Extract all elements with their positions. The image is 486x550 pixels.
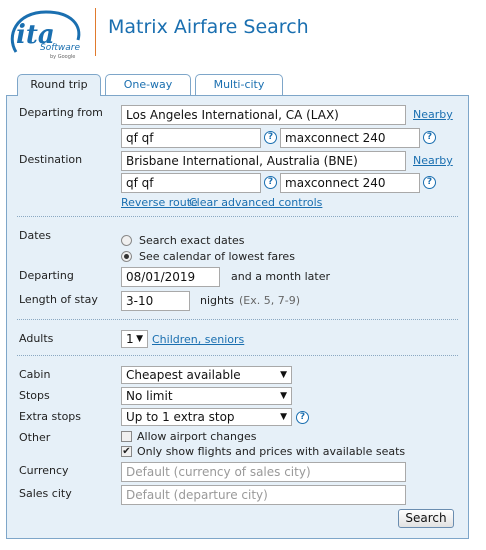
allow-airport-changes-option[interactable] — [121, 429, 256, 443]
adults-label: Adults — [19, 332, 54, 345]
help-icon[interactable]: ? — [264, 131, 277, 144]
help-icon[interactable]: ? — [423, 176, 436, 189]
section-divider — [17, 319, 458, 320]
chevron-down-icon: ▼ — [280, 370, 287, 380]
currency-input[interactable] — [121, 462, 406, 482]
header-divider — [95, 8, 96, 56]
destination-label: Destination — [19, 153, 83, 166]
departing-date-suffix: and a month later — [231, 270, 331, 283]
destination-extension-input[interactable] — [280, 173, 420, 193]
svg-text:ita: ita — [16, 20, 55, 50]
departing-nearby-link[interactable]: Nearby — [413, 108, 453, 121]
section-divider — [17, 216, 458, 217]
help-icon[interactable]: ? — [264, 176, 277, 189]
stops-label: Stops — [19, 389, 50, 402]
stay-example: (Ex. 5, 7-9) — [239, 294, 300, 307]
chevron-down-icon: ▼ — [136, 334, 143, 344]
tab-one-way[interactable]: One-way — [105, 74, 191, 95]
search-button[interactable]: Search — [398, 509, 454, 528]
chevron-down-icon: ▼ — [280, 391, 287, 401]
help-icon[interactable]: ? — [423, 131, 436, 144]
children-seniors-link[interactable]: Children, seniors — [152, 333, 245, 346]
stay-unit: nights — [200, 294, 235, 307]
departing-routing-input[interactable] — [121, 128, 261, 148]
cabin-label: Cabin — [19, 368, 51, 381]
sales-city-input[interactable] — [121, 485, 406, 505]
svg-text:by Google: by Google — [50, 54, 76, 60]
dates-exact-option[interactable] — [121, 233, 245, 247]
radio-calendar[interactable] — [121, 251, 132, 262]
dates-calendar-option[interactable] — [121, 249, 295, 263]
calendar-label: See calendar of lowest fares — [139, 249, 295, 263]
chevron-down-icon: ▼ — [280, 412, 287, 422]
tab-round-trip[interactable]: Round trip — [17, 74, 101, 96]
exact-dates-label: Search exact dates — [139, 233, 245, 247]
reverse-route-link[interactable]: Reverse route — [121, 196, 198, 209]
only-available-option[interactable] — [121, 444, 405, 458]
ita-software-logo — [6, 6, 86, 62]
length-of-stay-label: Length of stay — [19, 293, 98, 306]
clear-advanced-controls-link[interactable]: Clear advanced controls — [189, 196, 323, 209]
destination-nearby-link[interactable]: Nearby — [413, 154, 453, 167]
section-divider — [17, 355, 458, 356]
other-label: Other — [19, 431, 51, 444]
length-of-stay-input[interactable] — [121, 291, 190, 311]
extra-stops-select[interactable]: Up to 1 extra stop ▼ — [121, 408, 292, 426]
tab-multi-city[interactable]: Multi-city — [195, 74, 283, 95]
only-available-checkbox[interactable]: ✔ — [122, 445, 131, 457]
allow-airport-changes-checkbox[interactable] — [121, 431, 132, 442]
destination-airport-input[interactable] — [121, 151, 406, 171]
extra-stops-label: Extra stops — [19, 410, 82, 423]
stops-select[interactable]: No limit ▼ — [121, 387, 292, 405]
radio-exact-dates[interactable] — [121, 235, 132, 246]
allow-airport-changes-label: Allow airport changes — [137, 429, 257, 443]
dates-label: Dates — [19, 229, 52, 242]
page-title: Matrix Airfare Search — [108, 16, 309, 38]
only-available-label: Only show flights and prices with available seats — [137, 444, 406, 458]
departing-date-label: Departing — [19, 269, 74, 282]
departing-extension-input[interactable] — [280, 128, 420, 148]
destination-routing-input[interactable] — [121, 173, 261, 193]
currency-label: Currency — [19, 464, 69, 477]
adults-select[interactable]: 1 ▼ — [121, 330, 148, 348]
search-form-panel — [6, 95, 469, 539]
cabin-select[interactable]: Cheapest available ▼ — [121, 366, 292, 384]
help-icon[interactable]: ? — [296, 411, 309, 424]
departing-airport-input[interactable] — [121, 105, 406, 125]
sales-city-label: Sales city — [19, 487, 72, 500]
svg-text:Software: Software — [40, 43, 81, 53]
departing-date-input[interactable] — [121, 267, 220, 287]
departing-from-label: Departing from — [19, 106, 103, 119]
